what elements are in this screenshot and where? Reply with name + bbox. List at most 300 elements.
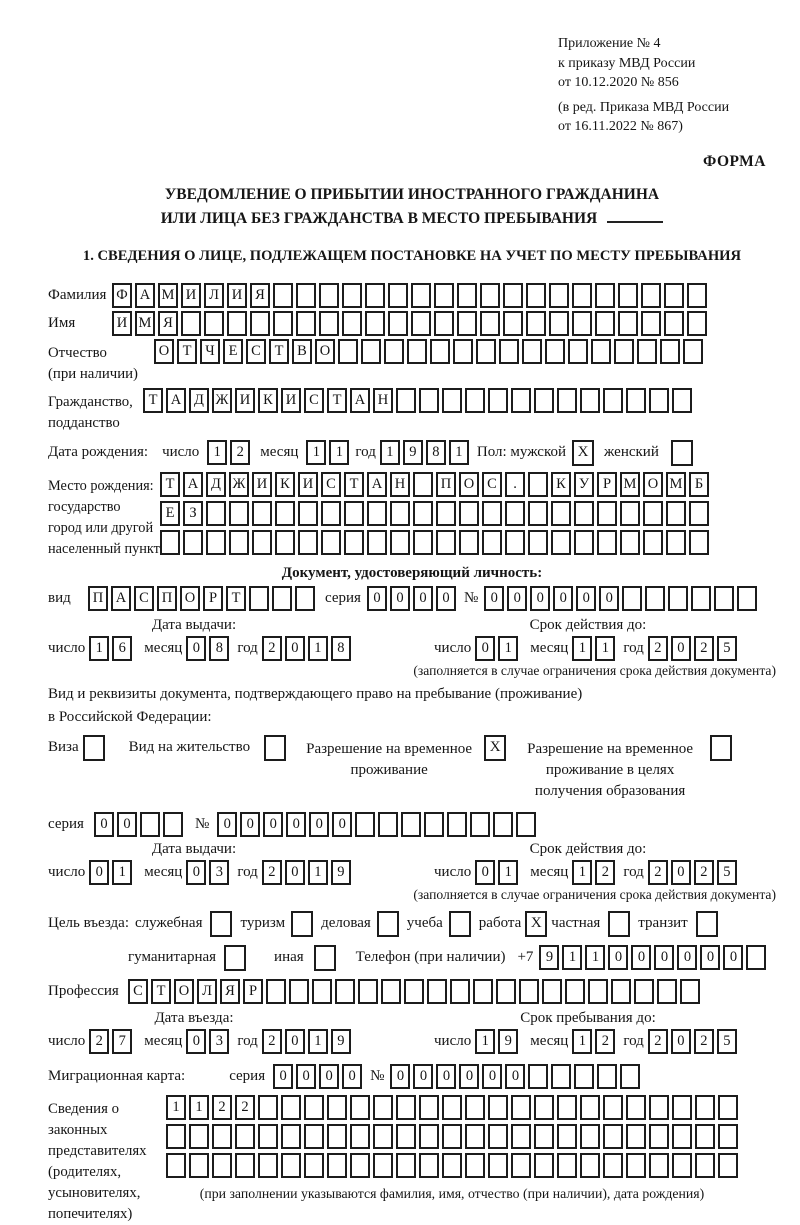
char-box[interactable] — [620, 530, 640, 555]
char-box[interactable] — [411, 311, 431, 336]
char-box[interactable] — [493, 812, 513, 837]
char-box[interactable] — [181, 311, 201, 336]
char-box[interactable] — [140, 812, 160, 837]
purpose-opt-delovaya-checkbox[interactable] — [377, 911, 399, 937]
char-box[interactable]: 0 — [117, 812, 137, 837]
char-box[interactable] — [634, 979, 654, 1004]
char-box[interactable] — [626, 388, 646, 413]
char-box[interactable]: 3 — [209, 1029, 229, 1054]
char-box[interactable] — [411, 283, 431, 308]
char-box[interactable]: М — [158, 283, 178, 308]
char-box[interactable]: 0 — [459, 1064, 479, 1089]
char-box[interactable]: 0 — [390, 1064, 410, 1089]
char-box[interactable] — [549, 283, 569, 308]
char-box[interactable] — [373, 1124, 393, 1149]
char-box[interactable]: 9 — [539, 945, 559, 970]
char-box[interactable] — [695, 1153, 715, 1178]
char-box[interactable] — [603, 1095, 623, 1120]
purpose-opt-private-checkbox[interactable] — [608, 911, 630, 937]
char-box[interactable]: 1 — [572, 860, 592, 885]
char-box[interactable] — [312, 979, 332, 1004]
char-box[interactable]: И — [298, 472, 318, 497]
char-box[interactable] — [419, 1124, 439, 1149]
char-box[interactable]: 0 — [413, 1064, 433, 1089]
char-box[interactable] — [396, 388, 416, 413]
char-box[interactable] — [365, 283, 385, 308]
char-box[interactable]: 0 — [240, 812, 260, 837]
char-box[interactable] — [580, 388, 600, 413]
char-box[interactable] — [342, 283, 362, 308]
char-box[interactable] — [401, 812, 421, 837]
char-box[interactable]: О — [174, 979, 194, 1004]
char-box[interactable]: 0 — [94, 812, 114, 837]
char-box[interactable] — [183, 530, 203, 555]
purpose-opt-study-checkbox[interactable] — [449, 911, 471, 937]
char-box[interactable] — [622, 586, 642, 611]
char-box[interactable]: 0 — [286, 812, 306, 837]
char-box[interactable] — [272, 586, 292, 611]
char-box[interactable] — [511, 1153, 531, 1178]
char-box[interactable] — [212, 1153, 232, 1178]
char-box[interactable]: 0 — [482, 1064, 502, 1089]
char-box[interactable]: 2 — [262, 860, 282, 885]
char-box[interactable]: Т — [177, 339, 197, 364]
sex-female-checkbox[interactable] — [671, 440, 693, 466]
char-box[interactable]: 8 — [331, 636, 351, 661]
char-box[interactable]: 0 — [723, 945, 743, 970]
char-box[interactable]: О — [643, 472, 663, 497]
char-box[interactable]: Т — [344, 472, 364, 497]
char-box[interactable]: 8 — [426, 440, 446, 465]
char-box[interactable] — [252, 530, 272, 555]
char-box[interactable]: . — [505, 472, 525, 497]
purpose-opt-work-checkbox[interactable]: X — [525, 911, 547, 937]
char-box[interactable] — [595, 311, 615, 336]
char-box[interactable] — [480, 283, 500, 308]
char-box[interactable] — [683, 339, 703, 364]
char-box[interactable] — [427, 979, 447, 1004]
char-box[interactable] — [668, 586, 688, 611]
char-box[interactable] — [229, 530, 249, 555]
char-box[interactable]: 1 — [189, 1095, 209, 1120]
char-box[interactable]: 0 — [671, 636, 691, 661]
char-box[interactable]: С — [246, 339, 266, 364]
char-box[interactable] — [649, 388, 669, 413]
char-box[interactable]: Е — [223, 339, 243, 364]
char-box[interactable]: К — [551, 472, 571, 497]
char-box[interactable]: Т — [226, 586, 246, 611]
char-box[interactable] — [611, 979, 631, 1004]
char-box[interactable] — [459, 530, 479, 555]
char-box[interactable]: 1 — [308, 636, 328, 661]
char-box[interactable]: Р — [597, 472, 617, 497]
char-box[interactable]: 1 — [595, 636, 615, 661]
char-box[interactable] — [511, 1124, 531, 1149]
char-box[interactable] — [258, 1095, 278, 1120]
char-box[interactable] — [390, 501, 410, 526]
char-box[interactable] — [319, 311, 339, 336]
permit-type-visa-checkbox[interactable] — [83, 735, 105, 761]
char-box[interactable]: К — [258, 388, 278, 413]
char-box[interactable] — [189, 1153, 209, 1178]
char-box[interactable]: С — [134, 586, 154, 611]
char-box[interactable]: 0 — [332, 812, 352, 837]
char-box[interactable]: 0 — [319, 1064, 339, 1089]
char-box[interactable]: 0 — [507, 586, 527, 611]
char-box[interactable] — [488, 1095, 508, 1120]
char-box[interactable]: 1 — [572, 1029, 592, 1054]
char-box[interactable] — [350, 1153, 370, 1178]
char-box[interactable] — [657, 979, 677, 1004]
char-box[interactable] — [649, 1124, 669, 1149]
char-box[interactable] — [526, 311, 546, 336]
char-box[interactable]: И — [252, 472, 272, 497]
char-box[interactable]: 1 — [329, 440, 349, 465]
sex-male-checkbox[interactable]: X — [572, 440, 594, 466]
char-box[interactable] — [488, 388, 508, 413]
char-box[interactable] — [295, 586, 315, 611]
char-box[interactable] — [572, 311, 592, 336]
char-box[interactable] — [641, 283, 661, 308]
char-box[interactable]: 2 — [648, 860, 668, 885]
char-box[interactable] — [672, 1153, 692, 1178]
char-box[interactable]: 0 — [484, 586, 504, 611]
char-box[interactable]: И — [227, 283, 247, 308]
char-box[interactable] — [465, 1153, 485, 1178]
char-box[interactable]: 1 — [498, 860, 518, 885]
char-box[interactable] — [163, 812, 183, 837]
char-box[interactable] — [249, 586, 269, 611]
char-box[interactable] — [557, 388, 577, 413]
char-box[interactable]: В — [292, 339, 312, 364]
char-box[interactable] — [365, 311, 385, 336]
char-box[interactable]: 1 — [380, 440, 400, 465]
char-box[interactable] — [551, 1064, 571, 1089]
char-box[interactable] — [687, 311, 707, 336]
char-box[interactable] — [643, 530, 663, 555]
char-box[interactable]: 9 — [331, 1029, 351, 1054]
char-box[interactable] — [166, 1124, 186, 1149]
char-box[interactable]: 1 — [166, 1095, 186, 1120]
char-box[interactable]: 0 — [631, 945, 651, 970]
char-box[interactable]: 0 — [700, 945, 720, 970]
char-box[interactable]: М — [620, 472, 640, 497]
char-box[interactable] — [680, 979, 700, 1004]
char-box[interactable] — [407, 339, 427, 364]
char-box[interactable]: И — [181, 283, 201, 308]
char-box[interactable] — [434, 311, 454, 336]
char-box[interactable] — [227, 311, 247, 336]
char-box[interactable] — [574, 1064, 594, 1089]
char-box[interactable] — [206, 530, 226, 555]
char-box[interactable]: М — [135, 311, 155, 336]
char-box[interactable]: 2 — [694, 1029, 714, 1054]
char-box[interactable]: 0 — [390, 586, 410, 611]
char-box[interactable] — [258, 1153, 278, 1178]
char-box[interactable] — [212, 1124, 232, 1149]
char-box[interactable]: 9 — [498, 1029, 518, 1054]
char-box[interactable]: Л — [204, 283, 224, 308]
char-box[interactable]: И — [112, 311, 132, 336]
char-box[interactable]: 0 — [654, 945, 674, 970]
char-box[interactable] — [453, 339, 473, 364]
char-box[interactable] — [689, 530, 709, 555]
char-box[interactable] — [545, 339, 565, 364]
char-box[interactable]: 1 — [207, 440, 227, 465]
char-box[interactable]: Т — [143, 388, 163, 413]
char-box[interactable]: 0 — [436, 1064, 456, 1089]
char-box[interactable] — [413, 530, 433, 555]
char-box[interactable] — [482, 501, 502, 526]
char-box[interactable] — [660, 339, 680, 364]
char-box[interactable] — [289, 979, 309, 1004]
char-box[interactable] — [204, 311, 224, 336]
char-box[interactable]: 2 — [694, 636, 714, 661]
char-box[interactable] — [503, 311, 523, 336]
char-box[interactable] — [551, 530, 571, 555]
char-box[interactable] — [597, 501, 617, 526]
char-box[interactable] — [434, 283, 454, 308]
char-box[interactable] — [549, 311, 569, 336]
char-box[interactable]: Т — [269, 339, 289, 364]
char-box[interactable]: И — [235, 388, 255, 413]
char-box[interactable] — [737, 586, 757, 611]
char-box[interactable] — [534, 1095, 554, 1120]
char-box[interactable] — [327, 1153, 347, 1178]
char-box[interactable] — [511, 1095, 531, 1120]
char-box[interactable] — [321, 501, 341, 526]
char-box[interactable] — [488, 1153, 508, 1178]
purpose-opt-business-checkbox[interactable] — [210, 911, 232, 937]
char-box[interactable]: 1 — [308, 1029, 328, 1054]
char-box[interactable] — [304, 1153, 324, 1178]
char-box[interactable] — [591, 339, 611, 364]
char-box[interactable]: 2 — [694, 860, 714, 885]
char-box[interactable] — [367, 501, 387, 526]
char-box[interactable] — [304, 1095, 324, 1120]
char-box[interactable] — [528, 501, 548, 526]
char-box[interactable]: 5 — [717, 636, 737, 661]
char-box[interactable] — [342, 311, 362, 336]
char-box[interactable] — [258, 1124, 278, 1149]
char-box[interactable] — [390, 530, 410, 555]
char-box[interactable]: Я — [250, 283, 270, 308]
char-box[interactable]: А — [350, 388, 370, 413]
purpose-opt-other-checkbox[interactable] — [314, 945, 336, 971]
char-box[interactable] — [718, 1095, 738, 1120]
char-box[interactable] — [574, 501, 594, 526]
char-box[interactable] — [672, 388, 692, 413]
char-box[interactable]: 0 — [186, 1029, 206, 1054]
char-box[interactable] — [436, 530, 456, 555]
char-box[interactable] — [373, 1095, 393, 1120]
char-box[interactable]: 8 — [209, 636, 229, 661]
char-box[interactable] — [488, 1124, 508, 1149]
char-box[interactable]: 0 — [285, 1029, 305, 1054]
char-box[interactable] — [447, 812, 467, 837]
char-box[interactable] — [465, 388, 485, 413]
char-box[interactable] — [367, 530, 387, 555]
char-box[interactable]: 0 — [475, 636, 495, 661]
char-box[interactable] — [746, 945, 766, 970]
char-box[interactable]: Д — [189, 388, 209, 413]
char-box[interactable]: Я — [158, 311, 178, 336]
char-box[interactable] — [298, 530, 318, 555]
char-box[interactable] — [430, 339, 450, 364]
char-box[interactable] — [691, 586, 711, 611]
char-box[interactable] — [396, 1095, 416, 1120]
char-box[interactable] — [618, 283, 638, 308]
char-box[interactable]: 0 — [436, 586, 456, 611]
char-box[interactable]: 1 — [306, 440, 326, 465]
char-box[interactable]: Т — [327, 388, 347, 413]
char-box[interactable] — [565, 979, 585, 1004]
char-box[interactable] — [522, 339, 542, 364]
char-box[interactable] — [476, 339, 496, 364]
char-box[interactable] — [649, 1153, 669, 1178]
char-box[interactable] — [519, 979, 539, 1004]
char-box[interactable]: 9 — [331, 860, 351, 885]
char-box[interactable]: 0 — [285, 860, 305, 885]
char-box[interactable]: 6 — [112, 636, 132, 661]
char-box[interactable] — [689, 501, 709, 526]
char-box[interactable]: Т — [151, 979, 171, 1004]
char-box[interactable] — [620, 501, 640, 526]
char-box[interactable] — [641, 311, 661, 336]
char-box[interactable] — [511, 388, 531, 413]
char-box[interactable] — [321, 530, 341, 555]
char-box[interactable] — [358, 979, 378, 1004]
char-box[interactable] — [350, 1095, 370, 1120]
char-box[interactable]: 1 — [572, 636, 592, 661]
char-box[interactable]: О — [459, 472, 479, 497]
char-box[interactable]: 2 — [89, 1029, 109, 1054]
char-box[interactable] — [424, 812, 444, 837]
char-box[interactable] — [166, 1153, 186, 1178]
char-box[interactable] — [450, 979, 470, 1004]
char-box[interactable]: Р — [243, 979, 263, 1004]
char-box[interactable] — [361, 339, 381, 364]
char-box[interactable] — [250, 311, 270, 336]
char-box[interactable] — [442, 1124, 462, 1149]
char-box[interactable] — [338, 339, 358, 364]
char-box[interactable] — [672, 1124, 692, 1149]
char-box[interactable]: О — [315, 339, 335, 364]
char-box[interactable]: Л — [197, 979, 217, 1004]
char-box[interactable] — [603, 1153, 623, 1178]
char-box[interactable] — [350, 1124, 370, 1149]
char-box[interactable]: А — [183, 472, 203, 497]
char-box[interactable] — [335, 979, 355, 1004]
char-box[interactable] — [482, 530, 502, 555]
char-box[interactable]: 0 — [505, 1064, 525, 1089]
char-box[interactable]: Р — [203, 586, 223, 611]
char-box[interactable]: С — [321, 472, 341, 497]
char-box[interactable] — [378, 812, 398, 837]
char-box[interactable] — [275, 501, 295, 526]
char-box[interactable]: 1 — [112, 860, 132, 885]
char-box[interactable] — [470, 812, 490, 837]
char-box[interactable] — [480, 311, 500, 336]
char-box[interactable]: 0 — [217, 812, 237, 837]
char-box[interactable] — [296, 283, 316, 308]
char-box[interactable] — [664, 311, 684, 336]
char-box[interactable]: А — [367, 472, 387, 497]
char-box[interactable] — [687, 283, 707, 308]
char-box[interactable]: С — [304, 388, 324, 413]
char-box[interactable]: Н — [390, 472, 410, 497]
char-box[interactable] — [442, 1095, 462, 1120]
char-box[interactable]: 0 — [608, 945, 628, 970]
char-box[interactable] — [557, 1153, 577, 1178]
char-box[interactable] — [595, 283, 615, 308]
char-box[interactable]: 0 — [475, 860, 495, 885]
char-box[interactable] — [597, 1064, 617, 1089]
char-box[interactable] — [252, 501, 272, 526]
char-box[interactable] — [588, 979, 608, 1004]
char-box[interactable]: 0 — [576, 586, 596, 611]
char-box[interactable]: Н — [373, 388, 393, 413]
char-box[interactable] — [695, 1095, 715, 1120]
char-box[interactable] — [281, 1124, 301, 1149]
char-box[interactable]: 7 — [112, 1029, 132, 1054]
char-box[interactable] — [557, 1124, 577, 1149]
char-box[interactable] — [505, 501, 525, 526]
char-box[interactable] — [235, 1124, 255, 1149]
char-box[interactable] — [442, 388, 462, 413]
char-box[interactable] — [281, 1153, 301, 1178]
char-box[interactable] — [528, 530, 548, 555]
char-box[interactable]: У — [574, 472, 594, 497]
char-box[interactable] — [344, 501, 364, 526]
char-box[interactable] — [381, 979, 401, 1004]
char-box[interactable] — [580, 1153, 600, 1178]
char-box[interactable] — [327, 1124, 347, 1149]
char-box[interactable] — [603, 1124, 623, 1149]
char-box[interactable]: 2 — [595, 860, 615, 885]
char-box[interactable] — [404, 979, 424, 1004]
char-box[interactable] — [614, 339, 634, 364]
char-box[interactable]: 1 — [449, 440, 469, 465]
char-box[interactable]: 2 — [262, 636, 282, 661]
char-box[interactable] — [620, 1064, 640, 1089]
char-box[interactable] — [298, 501, 318, 526]
char-box[interactable] — [355, 812, 375, 837]
char-box[interactable] — [496, 979, 516, 1004]
char-box[interactable] — [206, 501, 226, 526]
char-box[interactable]: К — [275, 472, 295, 497]
char-box[interactable] — [384, 339, 404, 364]
char-box[interactable]: 0 — [553, 586, 573, 611]
char-box[interactable] — [643, 501, 663, 526]
char-box[interactable]: 2 — [262, 1029, 282, 1054]
char-box[interactable] — [396, 1153, 416, 1178]
char-box[interactable]: 0 — [671, 1029, 691, 1054]
char-box[interactable]: 0 — [186, 636, 206, 661]
char-box[interactable]: 5 — [717, 860, 737, 885]
char-box[interactable]: О — [154, 339, 174, 364]
char-box[interactable]: Ф — [112, 283, 132, 308]
char-box[interactable] — [281, 1095, 301, 1120]
char-box[interactable] — [597, 530, 617, 555]
char-box[interactable] — [626, 1124, 646, 1149]
char-box[interactable] — [327, 1095, 347, 1120]
char-box[interactable] — [626, 1153, 646, 1178]
char-box[interactable] — [465, 1124, 485, 1149]
char-box[interactable] — [672, 1095, 692, 1120]
char-box[interactable]: 1 — [89, 636, 109, 661]
char-box[interactable] — [649, 1095, 669, 1120]
